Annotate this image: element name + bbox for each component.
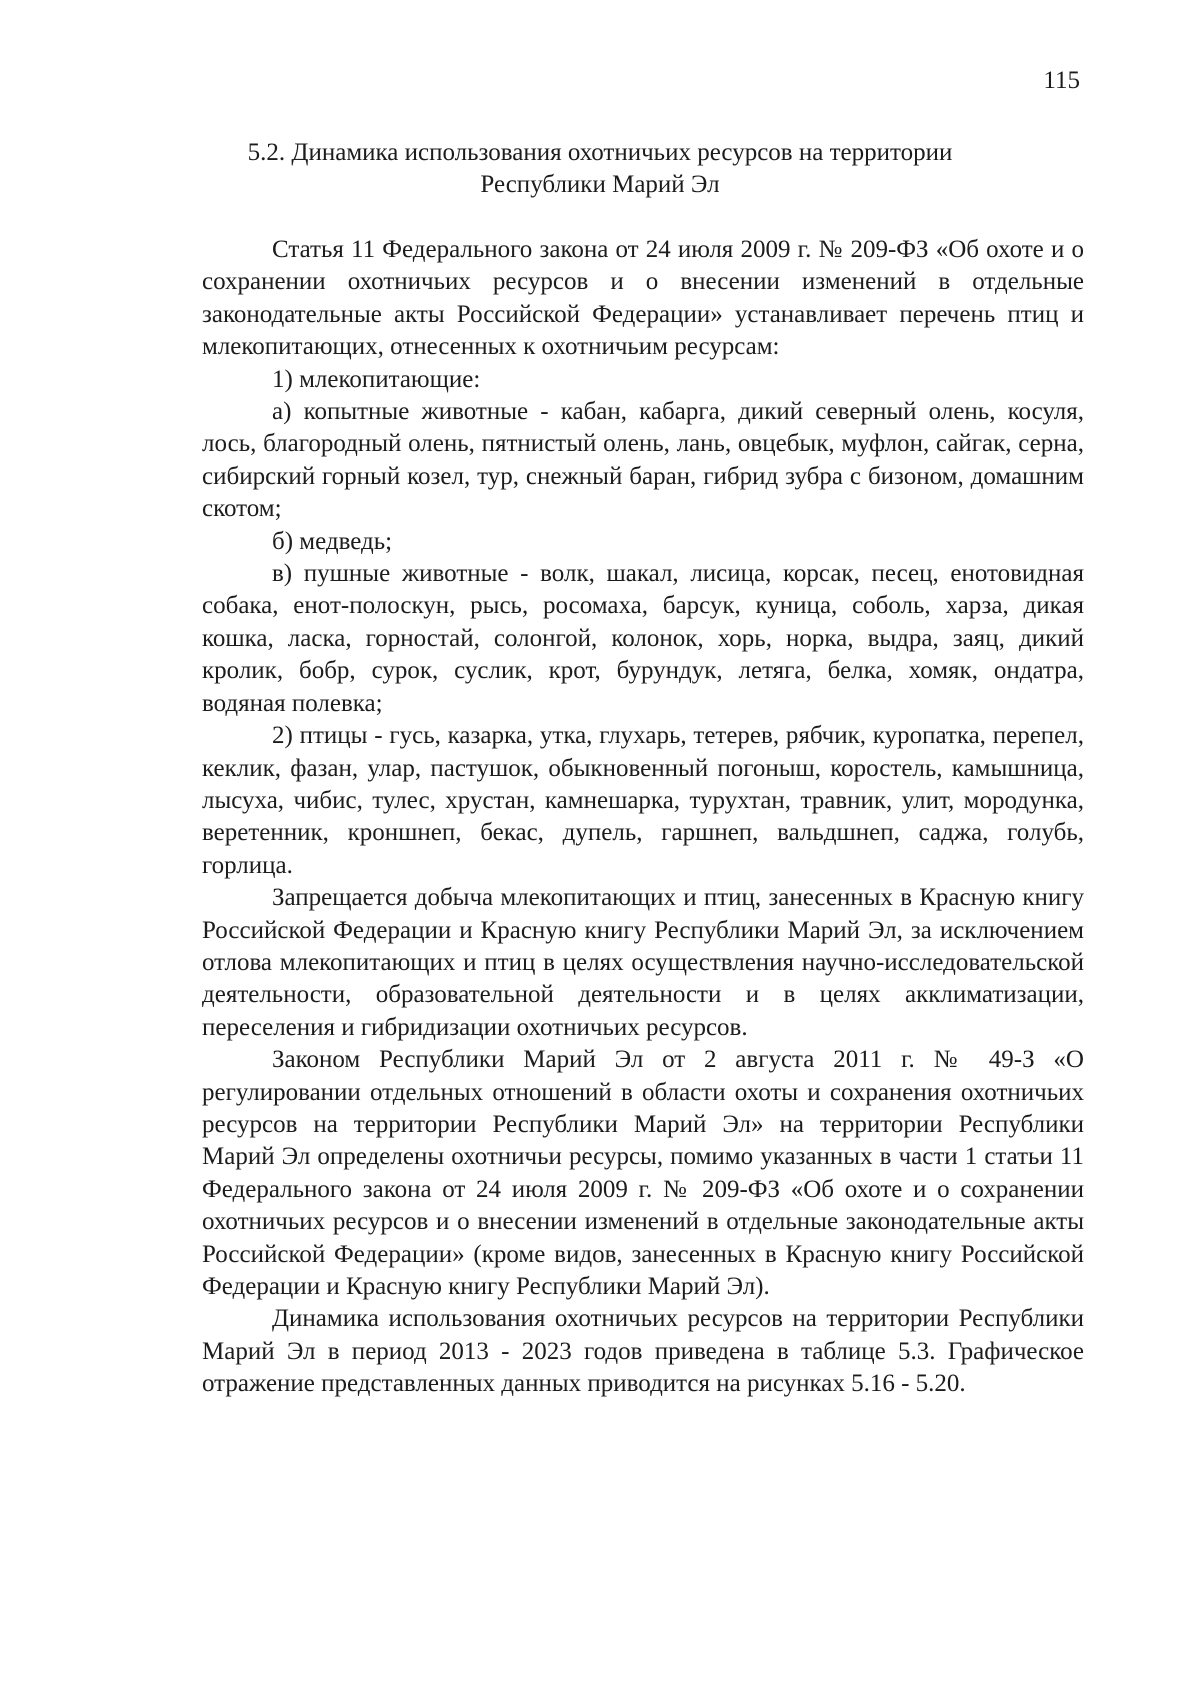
- paragraph-prohibition: Запрещается добыча млекопитающих и птиц, занесенных в Красную книгу Российской Федерации и Красную книгу Республики Марий Эл, за исключением отлова млекопитающих и птиц в целях осуществления научно-исследовательской деятельности, образовательной деятельности и в целях акклиматизации, переселения и гибридизации охотничьих ресурсов.: [202, 884, 1084, 1041]
- section-heading-line-2: Республики Марий Эл: [480, 171, 720, 198]
- paragraph-dynamics: Динамика использования охотничьих ресурсов на территории Республики Марий Эл в период 2013 - 2023 годов приведена в таблице 5.3. Графическое отражение представленных данных приводится на рисунках 5.16 - 5.20.: [202, 1305, 1084, 1398]
- document-body: [202, 234, 1084, 1401]
- section-heading-line-1: 5.2. Динамика использования охотничьих ресурсов на территории: [247, 139, 953, 166]
- paragraph-ungulates: а) копытные животные - кабан, кабарга, дикий северный олень, косуля, лось, благородный олень, пятнистый олень, лань, овцебык, муфлон, сайгак, серна, сибирский горный козел, тур, снежный баран, гибрид зубра с бизоном, домашним скотом;: [202, 398, 1084, 523]
- page-number: 115: [1043, 67, 1080, 94]
- paragraph-regional-law: Законом Республики Марий Эл от 2 августа 2011 г. № 49-З «О регулировании отдельных отношений в области охоты и сохранения охотничьих ресурсов на территории Республики Марий Эл» на территории Республики Марий Эл определены охотничьи ресурсы, помимо указанных в части 1 статьи 11 Федерального закона от 24 июля 2009 г. № 209-ФЗ «Об охоте и о сохранении охотничьих ресурсов и о внесении изменений в отдельные законодательные акты Российской Федерации» (кроме видов, занесенных в Красную книгу Российской Федерации и Красную книгу Республики Марий Эл).: [202, 1046, 1084, 1300]
- paragraph-mammals-heading: 1) млекопитающие:: [272, 365, 481, 393]
- paragraph-fur-animals: в) пушные животные - волк, шакал, лисица, корсак, песец, енотовидная собака, енот-полоскун, рысь, росомаха, барсук, куница, соболь, харза, дикая кошка, ласка, горностай, солонгой, колонок, хорь, норка, выдра, заяц, дикий кролик, бобр, сурок, суслик, крот, бурундук, летяга, белка, хомяк, ондатра, водяная полевка;: [202, 560, 1084, 717]
- paragraph-article-11: Статья 11 Федерального закона от 24 июля 2009 г. № 209-ФЗ «Об охоте и о сохранении охотничьих ресурсов и о внесении изменений в отдельные законодательные акты Российской Федерации» устанавливает перечень птиц и млекопитающих, отнесенных к охотничьим ресурсам:: [202, 236, 1084, 361]
- paragraph-bear: б) медведь;: [272, 527, 393, 555]
- section-heading: [0, 137, 1200, 201]
- paragraph-birds: 2) птицы - гусь, казарка, утка, глухарь, тетерев, рябчик, куропатка, перепел, кеклик, фазан, улар, пастушок, обыкновенный погоныш, коростель, камышница, лысуха, чибис, тулес, хрустан, камнешарка, турухтан, травник, улит, мородунка, веретенник, кроншнеп, бекас, дупель, гаршнеп, вальдшнеп, саджа, голубь, горлица.: [202, 722, 1084, 879]
